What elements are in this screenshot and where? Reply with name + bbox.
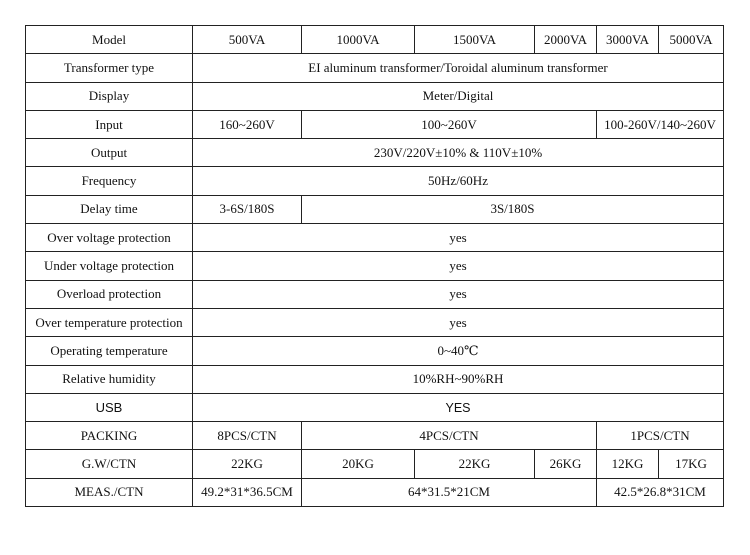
model-5000va: 5000VA <box>659 26 724 54</box>
gw-500va: 22KG <box>193 450 302 478</box>
row-delay-time <box>26 195 724 223</box>
input-value-1000-2000va: 100~260V <box>302 110 597 138</box>
delay-time-label: Delay time <box>26 195 193 223</box>
row-under-voltage <box>26 252 724 280</box>
under-voltage-label: Under voltage protection <box>26 252 193 280</box>
display-label: Display <box>26 82 193 110</box>
model-1500va: 1500VA <box>415 26 535 54</box>
over-voltage-value: yes <box>193 224 724 252</box>
transformer-type-value: EI aluminum transformer/Toroidal aluminum transformer <box>193 54 724 82</box>
overload-label: Overload protection <box>26 280 193 308</box>
relative-humidity-value: 10%RH~90%RH <box>193 365 724 393</box>
model-500va: 500VA <box>193 26 302 54</box>
gw-3000va: 12KG <box>597 450 659 478</box>
row-model <box>26 26 724 54</box>
row-input <box>26 110 724 138</box>
row-over-voltage <box>26 224 724 252</box>
row-gw <box>26 450 724 478</box>
packing-label: PACKING <box>26 422 193 450</box>
meas-500va: 49.2*31*36.5CM <box>193 478 302 506</box>
input-value-500va: 160~260V <box>193 110 302 138</box>
frequency-value: 50Hz/60Hz <box>193 167 724 195</box>
relative-humidity-label: Relative humidity <box>26 365 193 393</box>
packing-500va: 8PCS/CTN <box>193 422 302 450</box>
row-operating-temperature <box>26 337 724 365</box>
row-output <box>26 139 724 167</box>
gw-1500va: 22KG <box>415 450 535 478</box>
input-value-3000-5000va: 100-260V/140~260V <box>597 110 724 138</box>
transformer-type-label: Transformer type <box>26 54 193 82</box>
input-label: Input <box>26 110 193 138</box>
model-1000va: 1000VA <box>302 26 415 54</box>
overload-value: yes <box>193 280 724 308</box>
under-voltage-value: yes <box>193 252 724 280</box>
spec-table <box>25 25 724 507</box>
meas-label: MEAS./CTN <box>26 478 193 506</box>
row-packing <box>26 422 724 450</box>
packing-3000-5000va: 1PCS/CTN <box>597 422 724 450</box>
usb-value: YES <box>193 393 724 421</box>
row-meas <box>26 478 724 506</box>
gw-5000va: 17KG <box>659 450 724 478</box>
model-2000va: 2000VA <box>535 26 597 54</box>
output-value: 230V/220V±10% & 110V±10% <box>193 139 724 167</box>
delay-time-other: 3S/180S <box>302 195 724 223</box>
over-temperature-label: Over temperature protection <box>26 308 193 336</box>
meas-3000-5000va: 42.5*26.8*31CM <box>597 478 724 506</box>
row-relative-humidity <box>26 365 724 393</box>
row-display <box>26 82 724 110</box>
usb-label: USB <box>26 393 193 421</box>
model-label: Model <box>26 26 193 54</box>
row-over-temperature <box>26 308 724 336</box>
row-transformer-type <box>26 54 724 82</box>
row-frequency <box>26 167 724 195</box>
row-overload <box>26 280 724 308</box>
meas-1000-2000va: 64*31.5*21CM <box>302 478 597 506</box>
delay-time-500va: 3-6S/180S <box>193 195 302 223</box>
output-label: Output <box>26 139 193 167</box>
packing-1000-2000va: 4PCS/CTN <box>302 422 597 450</box>
gw-label: G.W/CTN <box>26 450 193 478</box>
gw-1000va: 20KG <box>302 450 415 478</box>
operating-temperature-label: Operating temperature <box>26 337 193 365</box>
over-voltage-label: Over voltage protection <box>26 224 193 252</box>
display-value: Meter/Digital <box>193 82 724 110</box>
gw-2000va: 26KG <box>535 450 597 478</box>
row-usb <box>26 393 724 421</box>
frequency-label: Frequency <box>26 167 193 195</box>
model-3000va: 3000VA <box>597 26 659 54</box>
operating-temperature-value: 0~40℃ <box>193 337 724 365</box>
over-temperature-value: yes <box>193 308 724 336</box>
